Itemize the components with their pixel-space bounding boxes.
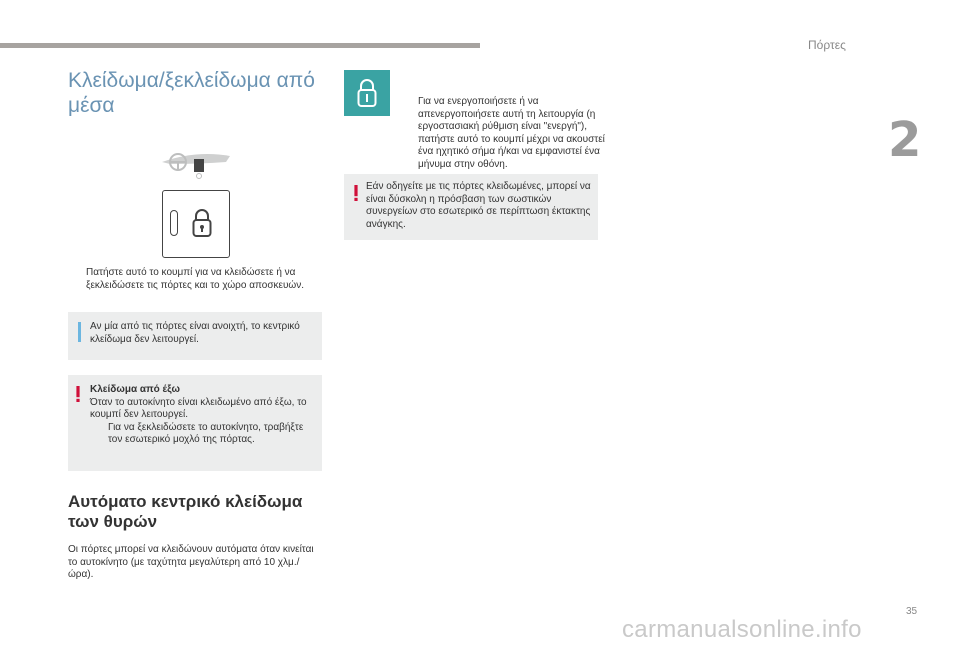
warning-icon xyxy=(76,384,80,404)
warning-content xyxy=(90,384,318,447)
warning-icon xyxy=(354,183,358,203)
warning-bullet-text: Για να ξεκλειδώσετε το αυτοκίνητο, τραβήξτε τον εσωτερικό μοχλό της πόρτας. xyxy=(108,421,304,445)
steering-wheel-icon xyxy=(160,148,232,182)
central-locking-button xyxy=(162,190,230,258)
warning-text: Όταν το αυτοκίνητο είναι κλειδωμένο από έξω, το κουμπί δεν λειτουργεί. xyxy=(90,396,307,420)
lock-icon xyxy=(357,78,377,108)
chapter-number: 2 xyxy=(888,112,922,168)
lock-button-image xyxy=(344,70,390,116)
lock-icon xyxy=(192,208,212,238)
info-icon xyxy=(78,322,81,342)
right-instruction-item xyxy=(400,96,614,171)
right-warning-box xyxy=(344,174,598,240)
info-box xyxy=(68,312,322,360)
right-instruction-text: Για να ενεργοποιήσετε ή να απενεργοποιήσετε αυτή τη λειτουργία (η εργοστασιακή ρύθμιση είναι "ενεργή"), πατήστε αυτό το κουμπί μέχρι να ακουστεί ένα ηχητικό σήμα ή/και να εμφανιστεί ένα μήνυμα στην οθόνη. xyxy=(418,96,605,170)
section-title: Πόρτες xyxy=(808,38,846,52)
section-heading: Κλείδωμα/ξεκλείδωμα από μέσα xyxy=(68,69,315,117)
warning-bullet-item xyxy=(90,422,318,447)
door-lever-icon xyxy=(170,210,178,236)
instruction-item xyxy=(68,267,338,292)
page-number: 35 xyxy=(906,606,918,617)
warning-title: Κλείδωμα από έξω xyxy=(90,384,180,395)
warning-box xyxy=(68,375,322,471)
instruction-text: Πατήστε αυτό το κουμπί για να κλειδώσετε ή να ξεκλειδώσετε τις πόρτες και το χώρο αποσκευών. xyxy=(86,267,304,291)
info-text: Αν μία από τις πόρτες είναι ανοιχτή, το κεντρικό κλείδωμα δεν λειτουργεί. xyxy=(90,321,300,345)
watermark: carmanualsonline.info xyxy=(622,616,862,643)
body-text: Οι πόρτες μπορεί να κλειδώνουν αυτόματα όταν κινείται το αυτοκίνητο (με ταχύτητα μεγαλύτερη από 10 χλμ./ώρα). xyxy=(68,544,314,580)
top-rule xyxy=(0,43,480,48)
right-warning-text: Εάν οδηγείτε με τις πόρτες κλειδωμένες, μπορεί να είναι δύσκολη η πρόσβαση των σωστικών συνεργείων στο εσωτερικό σε περίπτωση έκτακτης ανάγκης. xyxy=(366,181,591,230)
subsection-heading: Αυτόματο κεντρικό κλείδωμα των θυρών xyxy=(68,492,303,531)
